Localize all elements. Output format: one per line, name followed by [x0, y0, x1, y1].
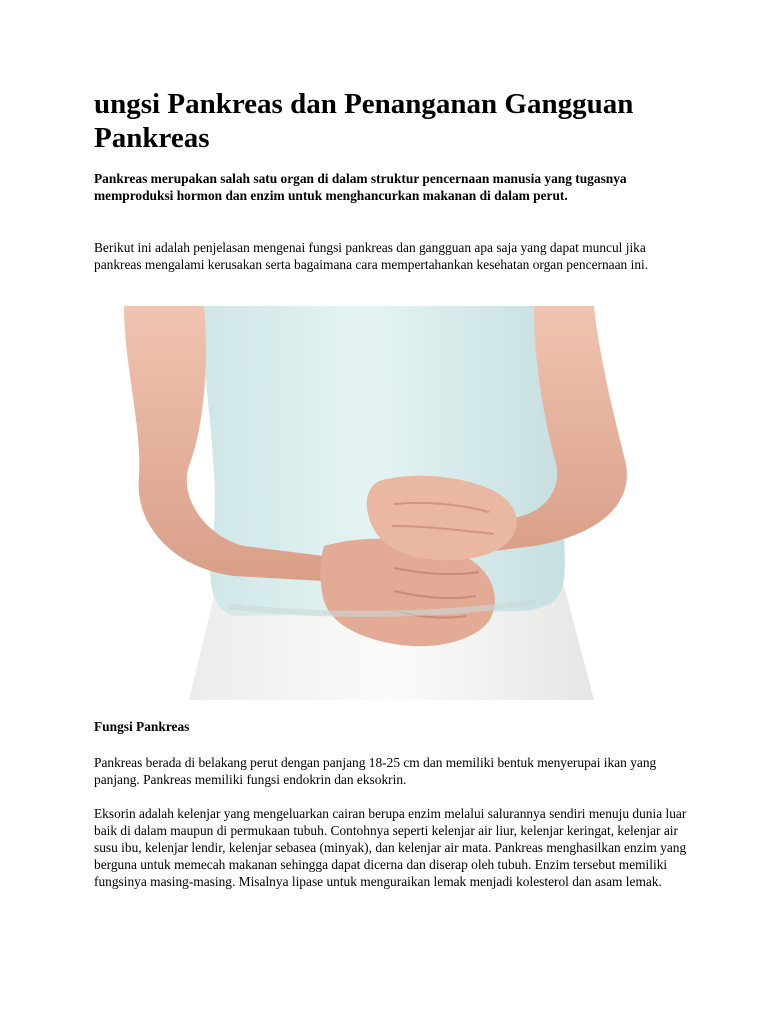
intro-paragraph: Berikut ini adalah penjelasan mengenai fungsi pankreas dan gangguan apa saja yang dapat muncul jika pankreas mengalami kerusakan serta bagaimana cara mempertahankan kesehatan organ pencernaan ini.	[94, 240, 649, 272]
section-paragraph-2: Eksorin adalah kelenjar yang mengeluarkan cairan berupa enzim melalui salurannya sendiri menuju dunia luar baik di dalam maupun di permukaan tubuh. Contohnya seperti kelenjar air liur, kelenjar keringat, kelenjar air susu ibu, kelenjar lendir, kelenjar sebasea (minyak), dan kelenjar air mata. Pankreas menghasilkan enzim yang berguna untuk memecah makanan sehingga dapat dicerna dan diserap oleh tubuh. Enzim tersebut memiliki fungsinya masing-masing. Misalnya lipase untuk menguraikan lemak menjadi kolesterol dan asam lemak.	[94, 806, 687, 889]
section-paragraph-1: Pankreas berada di belakang perut dengan panjang 18-25 cm dan memiliki bentuk menyerupai ikan yang panjang. Pankreas memiliki fungsi endokrin dan eksokrin.	[94, 755, 657, 787]
photo-illustration	[94, 306, 647, 700]
page-title: ungsi Pankreas dan Penanganan Gangguan Pankreas	[94, 88, 634, 154]
abdominal-pain-photo	[94, 306, 647, 700]
lead-paragraph: Pankreas merupakan salah satu organ di dalam struktur pencernaan manusia yang tugasnya memproduksi hormon dan enzim untuk menghancurkan makanan di dalam perut.	[94, 171, 627, 203]
section-heading: Fungsi Pankreas	[94, 719, 190, 734]
